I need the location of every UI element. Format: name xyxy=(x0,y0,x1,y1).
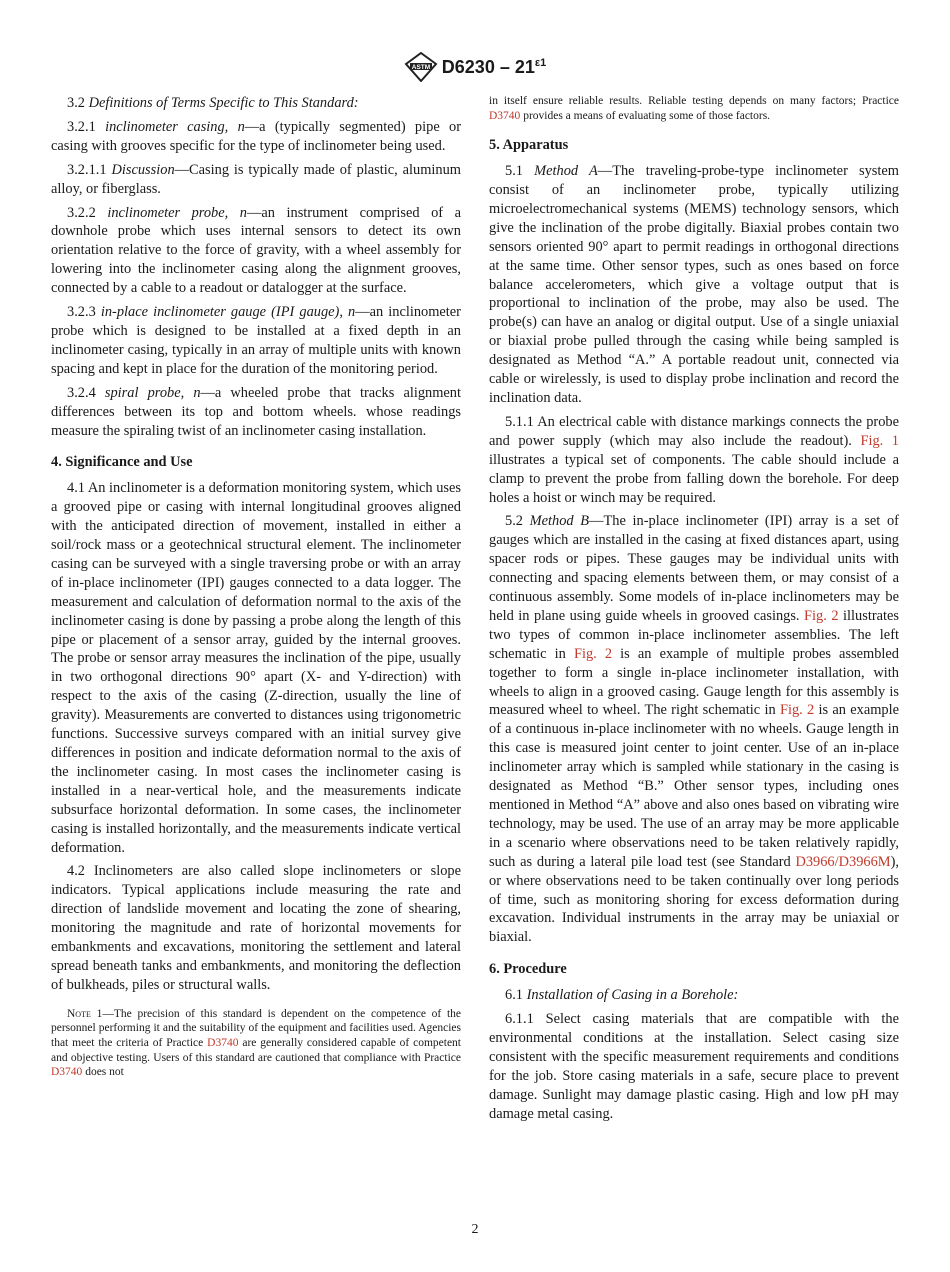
para-5-2: 5.2 Method B—The in-place inclinometer (IPI) array is a set of gauges which are installed in the casing at fixed distances apart, using spacer rods or pipes. These gauges may be individual units with connecting and spacing elements between them, or may consist of a continuous assembly. Some models of in-place inclinometers may be held in plane using guide wheels in grooved casings. Fig. 2 illustrates two types of common in-place inclinometer assemblies. The left schematic in Fig. 2 is an example of multiple probes assembled together to form a single in-place inclinometer installation, with wheels to align in a grooved casing. Gauge length for this assembly is measured wheel to wheel. The right schematic in Fig. 2 is an example of a continuous in-place inclinometer with no wheels. Gauge length in this case is measured joint center to joint center. Use of an in-place inclinometer array which is sampled while stationary in the casing is designated as Method “B.” Other sensor types, including ones mentioned in Method “A” above and also ones based on vibrating wire technology, may be used. The use of an array may be more applicable in a scenario where observations need to be taken relatively rapidly, such as during a lateral pile load test (see Standard D3966/D3966M), or where observations need to be taken continually over long periods of time, such as monitoring shoring for excess deformation during excavation. Individual instruments in the array may be uniaxial or biaxial. xyxy=(489,513,900,946)
para-3-2-1-1: 3.2.1.1 Discussion—Casing is typically made of plastic, aluminum alloy, or fiberglass. xyxy=(51,161,461,197)
page-header xyxy=(0,52,950,82)
link-fig-2[interactable]: Fig. 2 xyxy=(804,607,839,624)
astm-logo-icon xyxy=(404,52,438,82)
para-3-2: 3.2 Definitions of Terms Specific to This Standard: xyxy=(67,95,359,111)
para-3-2-3: 3.2.3 in-place inclinometer gauge (IPI gauge), n—an inclinometer probe which is designed to be installed at a fixed depth in an inclinometer casing, typically in an array of multiple units with known spacing and kept in place for the duration of the monitoring period. xyxy=(51,304,461,377)
link-fig-1[interactable]: Fig. 1 xyxy=(860,432,899,449)
para-3-2-1: 3.2.1 inclinometer casing, n—a (typically segmented) pipe or casing with grooves specific for the type of inclinometer being used. xyxy=(51,118,461,154)
link-fig-2[interactable]: Fig. 2 xyxy=(779,702,815,719)
link-d3740[interactable]: D3740 xyxy=(51,1066,83,1079)
para-3-2-2: 3.2.2 inclinometer probe, n—an instrument comprised of a downhole probe which uses internal sensors to detect its own orientation relative to the force of gravity, with a wheel assembly for lowering into the inclinometer casing along the alignment grooves, connected by a cable to a readout or datalogger at the surface. xyxy=(51,204,461,297)
svg-text:ASTM: ASTM xyxy=(411,64,430,71)
note-1-continued: in itself ensure reliable results. Reliable testing depends on many factors; Practice D3740 provides a means of evaluating some of those factors. xyxy=(489,95,899,122)
left-column xyxy=(51,94,461,1085)
section-5-heading: 5. Apparatus xyxy=(489,137,569,154)
link-d3740[interactable]: D3740 xyxy=(207,1036,239,1049)
para-4-1: 4.1 An inclinometer is a deformation monitoring system, which uses a grooved pipe or casing with internal longitudinal grooves aligned with the anticipated direction of movement, installed in either a soil/rock mass or a geotechnical structural element. The inclinometer casing can be surveyed with a single traversing probe or with an array of in-place inclinometer (IPI) gauges connected to a data logger. The measurement and calculation of deformation normal to the axis of the inclinometer casing is done by passing a probe along the length of this pipe or placement of a sensor array, guided by the internal grooves. The probe or sensor array measures the inclination of the pipe, usually in two orthogonal directions 90° apart (X- and Y-direction) with respect to the axis of the casing (Z-direction, usually the line of gravity). Measurements are converted to distances using trigonometric functions. Successive surveys compared with an initial survey give differences in position and indicate deformation normal to the axis of the inclinometer casing. In most cases the inclinometer casing is installed in a near-vertical hole, and the measurements indicate subsurface horizontal deformation. In some cases, the inclinometer casing is installed horizontally, and the measurements indicate vertical deformation. xyxy=(51,480,461,856)
document-id-superscript: ε1 xyxy=(534,56,547,69)
link-fig-2[interactable]: Fig. 2 xyxy=(573,645,613,662)
para-3-2-4: 3.2.4 spiral probe, n—a wheeled probe that tracks alignment differences between its top and bottom wheels. whose readings measure the spiraling twist of an inclinometer casing installation. xyxy=(51,384,461,439)
section-6-heading: 6. Procedure xyxy=(489,961,567,978)
document-id: $D6230 - 21^{\varepsilon 1}$ xyxy=(441,56,547,77)
para-5-1-1: 5.1.1 An electrical cable with distance markings connects the probe and power supply (which may also include the readout). Fig. 1 illustrates a typical set of components. The cable should include a clamp to prevent the probe from falling down the borehole. For deep holes a hoist or winch may be required. xyxy=(489,413,899,506)
para-6-1: 6.1 Installation of Casing in a Borehole: xyxy=(505,987,739,1004)
para-5-1: 5.1 Method A—The traveling-probe-type inclinometer system consist of an inclinometer probe, typically utilizing microelectromechanical systems (MEMS) technology sensors, which give the inclination of the probe digitally. Biaxial probes contain two sensors oriented 90° apart to permit readings in orthogonal directions at the same time. Other sensor types, such as ones based on force balance accelerometers, which give a voltage output that is proportional to inclination of the probe, may also be used. The probe(s) can have an analog or digital output. Use of a single uniaxial or biaxial probe pulled through the casing while being sampled is designated as Method “A.” A portable readout unit, connected via cable or wirelessly, is used to display probe inclination and record the inclination data. xyxy=(489,163,899,406)
page-number: 2 xyxy=(471,1222,479,1237)
link-d3740[interactable]: D3740 xyxy=(489,109,521,122)
section-4-heading: 4. Significance and Use xyxy=(51,454,193,471)
right-column xyxy=(489,94,899,1129)
para-6-1-1: 6.1.1 Select casing materials that are compatible with the environmental conditions at the installation. Select casing size consistent with the specific measurement requirements and conditions for the job. Store casing materials in a safe, secure place to prevent damage. Sunlight may damage plastic casing. High and low pH may damage metal casing. xyxy=(489,1011,899,1122)
para-4-2: 4.2 Inclinometers are also called slope inclinometers or slope indicators. Typical applications include measuring the rate and direction of landslide movement and locating the zone of shearing, monitoring the magnitude and rate of horizontal movements for embankments and excavations, monitoring the settlement and lateral spread beneath tanks and embankments, and monitoring the deflection of bulkheads, piles or structural walls. xyxy=(51,863,461,993)
note-1: Note 1—The precision of this standard is dependent on the competence of the personnel performing it and the suitability of the equipment and facilities used. Agencies that meet the criteria of Practice D3740 are generally considered capable of competent and objective testing. Users of this standard are cautioned that compliance with Practice D3740 does not xyxy=(51,1007,461,1079)
link-d3966[interactable]: D3966/D3966M xyxy=(795,853,891,870)
